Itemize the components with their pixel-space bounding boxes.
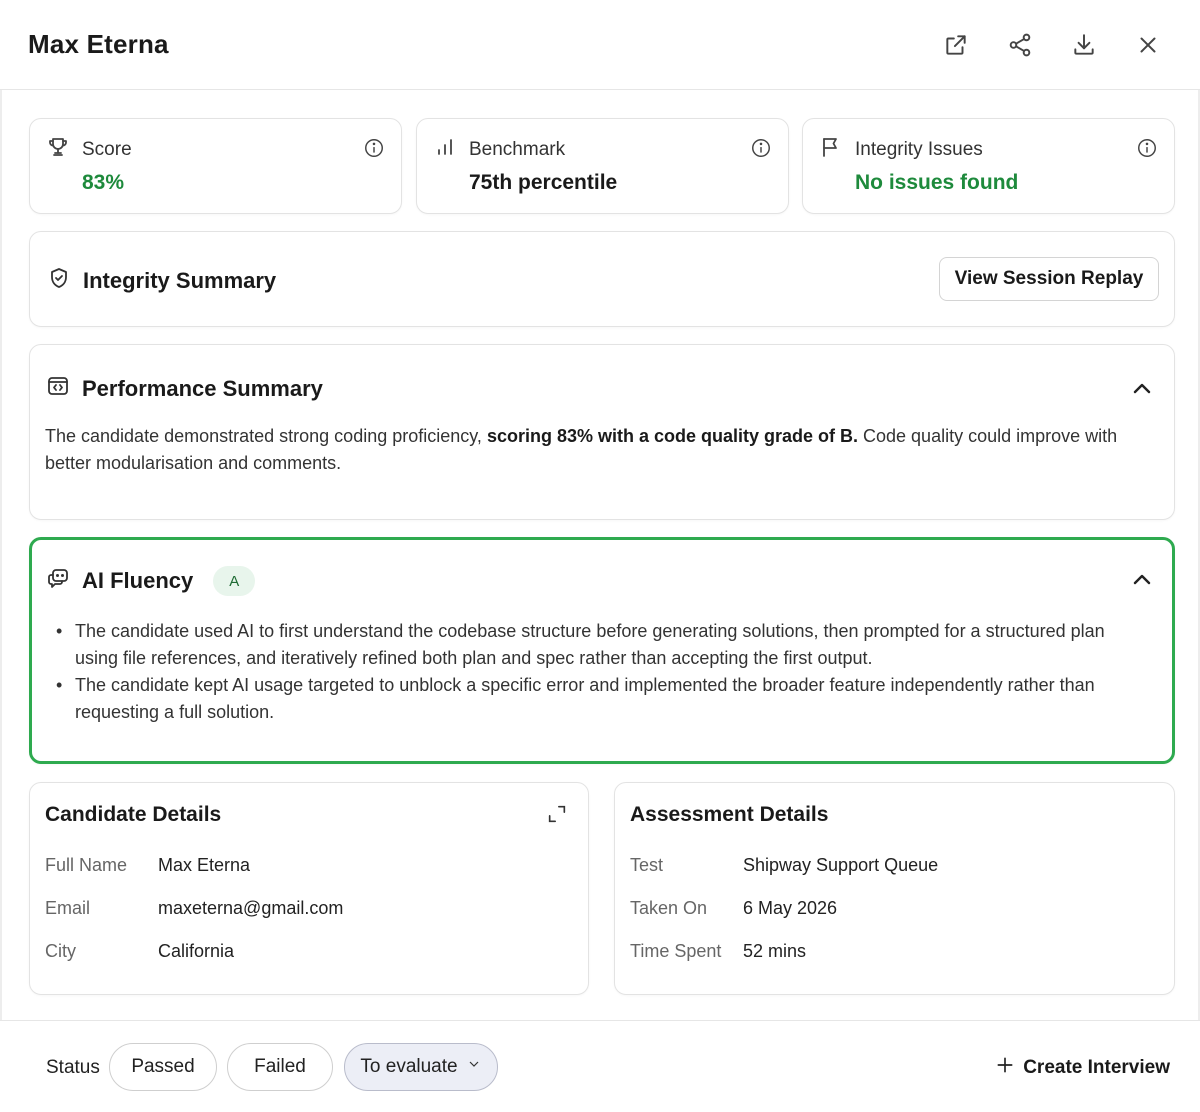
detail-row: Test Shipway Support Queue xyxy=(630,855,939,875)
benchmark-card xyxy=(416,118,789,214)
trophy-icon xyxy=(46,135,70,164)
flag-icon xyxy=(819,135,843,164)
create-interview-button[interactable]: Create Interview xyxy=(995,1055,1170,1081)
integrity-issues-value: No issues found xyxy=(855,171,1019,194)
detail-row: Email maxeterna@gmail.com xyxy=(45,898,344,918)
download-icon[interactable] xyxy=(1066,27,1102,63)
shield-check-icon xyxy=(47,266,71,296)
integrity-summary-title: Integrity Summary xyxy=(83,268,277,293)
benchmark-value: 75th percentile xyxy=(469,171,618,194)
score-card xyxy=(29,118,402,214)
chevron-up-icon[interactable] xyxy=(1130,377,1154,401)
close-icon[interactable] xyxy=(1130,27,1166,63)
ai-fluency-title: AI Fluency xyxy=(82,568,194,593)
ai-fluency-header xyxy=(46,566,255,596)
performance-summary-text: The candidate demonstrated strong coding proficiency, scoring 83% with a code quality grade of B. Code quality could improve with better modularisation and comments. xyxy=(45,426,1118,473)
status-failed-button[interactable]: Failed xyxy=(227,1043,333,1091)
code-icon xyxy=(46,374,70,404)
grade-badge: A xyxy=(213,566,255,596)
performance-summary-card xyxy=(29,344,1175,520)
detail-row: Taken On 6 May 2026 xyxy=(630,898,838,918)
chevron-up-icon[interactable] xyxy=(1130,568,1154,592)
performance-summary-header xyxy=(46,374,323,404)
info-icon[interactable] xyxy=(363,137,385,159)
integrity-issues-label: Integrity Issues xyxy=(855,138,983,160)
expand-icon[interactable] xyxy=(546,803,568,825)
ai-fluency-card xyxy=(29,537,1175,764)
assessment-details-title: Assessment Details xyxy=(630,803,829,826)
integrity-summary-header xyxy=(47,266,276,296)
detail-row: Full Name Max Eterna xyxy=(45,855,251,875)
status-to-evaluate-dropdown[interactable]: To evaluate xyxy=(344,1043,498,1091)
ai-fluency-bullets xyxy=(54,618,1142,726)
info-icon[interactable] xyxy=(1136,137,1158,159)
integrity-summary-card xyxy=(29,231,1175,327)
share-icon[interactable] xyxy=(1002,27,1038,63)
status-passed-button[interactable]: Passed xyxy=(109,1043,217,1091)
info-icon[interactable] xyxy=(750,137,772,159)
view-session-replay-button[interactable]: View Session Replay xyxy=(939,257,1159,301)
candidate-details-card xyxy=(29,782,589,995)
header-actions xyxy=(938,27,1172,63)
external-link-icon[interactable] xyxy=(938,27,974,63)
benchmark-label: Benchmark xyxy=(469,138,566,160)
content-area xyxy=(0,90,1200,1020)
page-title: Max Eterna xyxy=(28,29,169,59)
performance-summary-title: Performance Summary xyxy=(82,376,323,401)
header xyxy=(0,0,1200,90)
plus-icon xyxy=(995,1055,1015,1081)
assessment-details-card xyxy=(614,782,1175,995)
footer-bar xyxy=(0,1020,1200,1112)
integrity-issues-card xyxy=(802,118,1175,214)
list-item: • The candidate used AI to first understand the codebase structure before generating solutions, then prompted for a structured plan using file references, and iteratively refined both plan and spec rather than accepting the first output. xyxy=(54,618,1142,672)
chat-bot-icon xyxy=(46,566,70,596)
detail-row: Time Spent 52 mins xyxy=(630,941,807,961)
score-label: Score xyxy=(82,138,132,160)
list-item: • The candidate kept AI usage targeted to unblock a specific error and implemented the broader feature independently rather than requesting a full solution. xyxy=(54,672,1142,726)
chevron-down-icon xyxy=(458,1056,482,1078)
score-value: 83% xyxy=(82,171,125,194)
candidate-details-title: Candidate Details xyxy=(45,803,222,826)
bar-chart-icon xyxy=(433,135,457,164)
status-label: Status xyxy=(46,1057,100,1078)
detail-row: City California xyxy=(45,941,235,961)
